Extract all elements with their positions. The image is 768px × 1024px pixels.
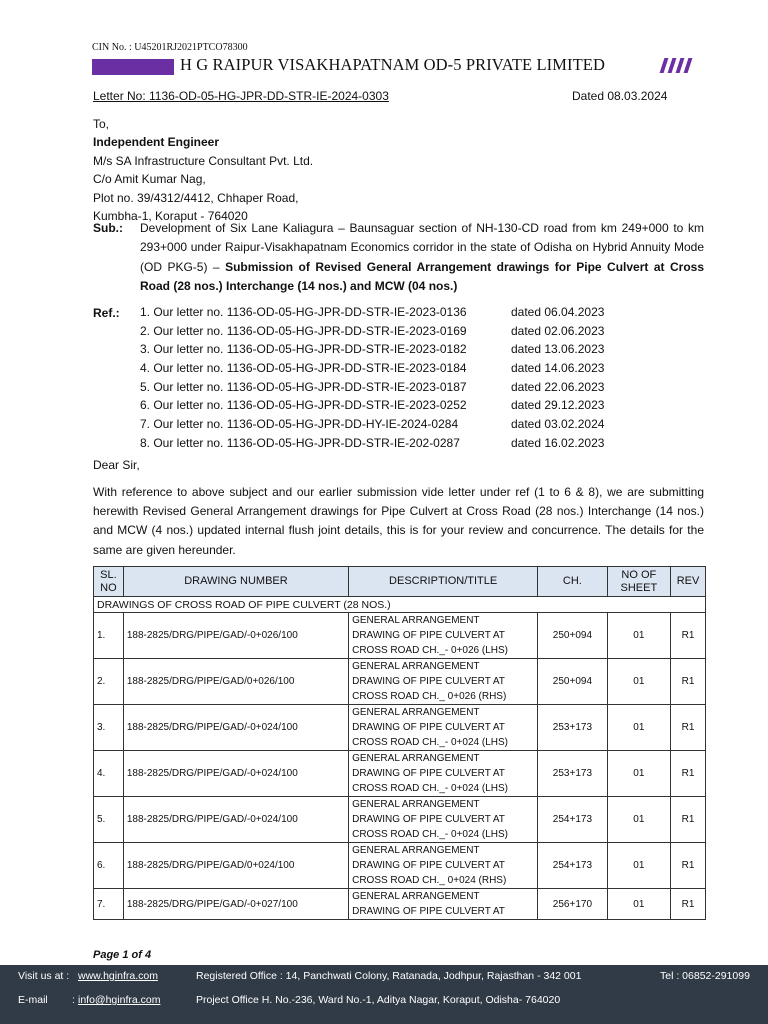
cell-drawing: 188-2825/DRG/PIPE/GAD/0+026/100 xyxy=(123,659,348,705)
address-line: Plot no. 39/4312/4412, Chhaper Road, xyxy=(93,190,299,205)
cell-drawing: 188-2825/DRG/PIPE/GAD/-0+024/100 xyxy=(123,751,348,797)
subject-label: Sub.: xyxy=(93,221,123,235)
address-block xyxy=(93,115,313,225)
cell-drawing: 188-2825/DRG/PIPE/GAD/-0+026/100 xyxy=(123,613,348,659)
cell-ch: 250+094 xyxy=(538,659,607,705)
reference-item xyxy=(140,359,605,378)
cell-ch: 256+170 xyxy=(538,889,607,920)
cell-sl: 6. xyxy=(94,843,124,889)
references-label: Ref.: xyxy=(93,306,120,320)
reference-item xyxy=(140,378,605,397)
footer-project-office: Project Office H. No.-236, Ward No.-1, Aditya Nagar, Koraput, Odisha- 764020 xyxy=(196,994,561,1006)
desc-line: CROSS ROAD CH._ 0+026 (RHS) xyxy=(352,691,507,702)
brand-slashes-logo xyxy=(662,58,694,78)
cell-description xyxy=(349,843,538,889)
subject-bold: Submission of Revised General Arrangement drawings for Pipe Culvert at Cross Road (28 nos.) Interchange (14 nos.) and MCW (04 nos.) xyxy=(140,259,704,293)
cell-description xyxy=(349,751,538,797)
desc-line: GENERAL ARRANGEMENT xyxy=(352,753,480,764)
body-paragraph: With reference to above subject and our earlier submission vide letter under ref (1 to 6 & 8), we are submitting herewith Revised General Arrangement drawings for Pipe Culvert at Cross Road (28 nos.) Interchange (14 nos.) and MCW (4 nos.) updated internal flush joint details, this is for your review and concurrence. The details for the same are given hereunder. xyxy=(93,485,704,557)
footer-website-link[interactable]: www.hginfra.com xyxy=(78,970,158,982)
cell-rev: R1 xyxy=(671,613,706,659)
brand-bar xyxy=(92,59,174,75)
cell-sl: 1. xyxy=(94,613,124,659)
reference-text: 7. Our letter no. 1136-OD-05-HG-JPR-DD-HY-IE-2024-0284 xyxy=(140,417,459,432)
address-recipient: Independent Engineer xyxy=(93,135,220,150)
reference-text: 6. Our letter no. 1136-OD-05-HG-JPR-DD-STR-IE-2023-0252 xyxy=(140,398,467,413)
reference-date: dated 06.04.2023 xyxy=(511,305,605,319)
header-drawing-number: DRAWING NUMBER xyxy=(123,567,348,597)
desc-line: GENERAL ARRANGEMENT xyxy=(352,661,480,672)
footer-bar xyxy=(0,965,768,1024)
table-row xyxy=(94,889,706,920)
letter-number: Letter No: 1136-OD-05-HG-JPR-DD-STR-IE-2024-0303 xyxy=(93,89,389,103)
company-name: H G RAIPUR VISAKHAPATNAM OD-5 PRIVATE LIMITED xyxy=(180,55,605,74)
reference-item xyxy=(140,340,605,359)
table-row xyxy=(94,659,706,705)
table-row xyxy=(94,797,706,843)
page-number: Page 1 of 4 xyxy=(93,949,152,961)
desc-line: CROSS ROAD CH._- 0+026 (LHS) xyxy=(352,645,508,656)
reference-item xyxy=(140,434,605,453)
desc-line: GENERAL ARRANGEMENT xyxy=(352,615,480,626)
desc-line: CROSS ROAD CH._ 0+024 (RHS) xyxy=(352,875,507,886)
reference-date: dated 03.02.2024 xyxy=(511,417,605,432)
cell-sheets: 01 xyxy=(607,797,670,843)
cell-description xyxy=(349,705,538,751)
cell-drawing: 188-2825/DRG/PIPE/GAD/0+024/100 xyxy=(123,843,348,889)
cell-rev: R1 xyxy=(671,751,706,797)
header-description: DESCRIPTION/TITLE xyxy=(349,567,538,597)
desc-line: GENERAL ARRANGEMENT xyxy=(352,891,480,902)
letter-date: Dated 08.03.2024 xyxy=(572,89,668,103)
header-rev: REV xyxy=(671,567,706,597)
reference-text: 2. Our letter no. 1136-OD-05-HG-JPR-DD-STR-IE-2023-0169 xyxy=(140,323,467,338)
cell-description xyxy=(349,889,538,920)
footer-telephone: Tel : 06852-291099 xyxy=(660,970,750,982)
cell-ch: 250+094 xyxy=(538,613,607,659)
references-list xyxy=(140,303,605,453)
address-to: To, xyxy=(93,117,110,131)
reference-date: dated 22.06.2023 xyxy=(511,379,605,394)
cell-sheets: 01 xyxy=(607,659,670,705)
reference-text: 1. Our letter no. 1136-OD-05-HG-JPR-DD-STR-IE-2023-0136 xyxy=(140,305,467,319)
cell-ch: 254+173 xyxy=(538,797,607,843)
cell-ch: 254+173 xyxy=(538,843,607,889)
reference-text: 5. Our letter no. 1136-OD-05-HG-JPR-DD-STR-IE-2023-0187 xyxy=(140,379,467,394)
address-line: C/o Amit Kumar Nag, xyxy=(93,172,206,187)
cell-rev: R1 xyxy=(671,705,706,751)
desc-line: GENERAL ARRANGEMENT xyxy=(352,799,480,810)
cell-rev: R1 xyxy=(671,843,706,889)
desc-line: DRAWING OF PIPE CULVERT AT xyxy=(352,630,505,641)
address-line: Kumbha-1, Koraput - 764020 xyxy=(93,209,248,224)
cell-description xyxy=(349,797,538,843)
desc-line: DRAWING OF PIPE CULVERT AT xyxy=(352,676,505,687)
desc-line: GENERAL ARRANGEMENT xyxy=(352,845,480,856)
reference-date: dated 13.06.2023 xyxy=(511,342,605,357)
reference-text: 8. Our letter no. 1136-OD-05-HG-JPR-DD-STR-IE-202-0287 xyxy=(140,435,460,450)
footer-email-colon: : xyxy=(72,994,75,1006)
cell-rev: R1 xyxy=(671,659,706,705)
cell-description xyxy=(349,659,538,705)
cell-sheets: 01 xyxy=(607,751,670,797)
header-sl-no: SL. NO xyxy=(94,567,124,597)
cell-ch: 253+173 xyxy=(538,751,607,797)
header-ch: CH. xyxy=(538,567,607,597)
desc-line: DRAWING OF PIPE CULVERT AT xyxy=(352,814,505,825)
desc-line: GENERAL ARRANGEMENT xyxy=(352,707,480,718)
cell-ch: 253+173 xyxy=(538,705,607,751)
desc-line: CROSS ROAD CH._- 0+024 (LHS) xyxy=(352,829,508,840)
reference-date: dated 14.06.2023 xyxy=(511,361,605,376)
table-row xyxy=(94,843,706,889)
section-title: DRAWINGS OF CROSS ROAD OF PIPE CULVERT (28 NOS.) xyxy=(94,597,706,613)
table-row xyxy=(94,613,706,659)
header-sheets: NO OF SHEET xyxy=(607,567,670,597)
reference-date: dated 29.12.2023 xyxy=(511,398,605,413)
cell-sl: 7. xyxy=(94,889,124,920)
reference-item xyxy=(140,322,605,341)
desc-line: DRAWING OF PIPE CULVERT AT xyxy=(352,722,505,733)
cell-drawing: 188-2825/DRG/PIPE/GAD/-0+024/100 xyxy=(123,705,348,751)
drawings-table xyxy=(93,566,706,920)
reference-text: 4. Our letter no. 1136-OD-05-HG-JPR-DD-STR-IE-2023-0184 xyxy=(140,361,467,376)
footer-email-link[interactable]: info@hginfra.com xyxy=(78,994,161,1006)
cell-sheets: 01 xyxy=(607,705,670,751)
cell-sl: 4. xyxy=(94,751,124,797)
reference-item xyxy=(140,396,605,415)
footer-email-label: E-mail xyxy=(18,994,48,1006)
cell-sl: 2. xyxy=(94,659,124,705)
cell-sl: 5. xyxy=(94,797,124,843)
reference-item xyxy=(140,303,605,322)
desc-line: DRAWING OF PIPE CULVERT AT xyxy=(352,906,505,917)
cell-sl: 3. xyxy=(94,705,124,751)
cell-sheets: 01 xyxy=(607,843,670,889)
desc-line: DRAWING OF PIPE CULVERT AT xyxy=(352,860,505,871)
salutation: Dear Sir, xyxy=(93,458,140,472)
table-header-row xyxy=(94,567,706,597)
reference-date: dated 02.06.2023 xyxy=(511,323,605,338)
footer-registered-office: Registered Office : 14, Panchwati Colony, Ratanada, Jodhpur, Rajasthan - 342 001 xyxy=(196,970,582,982)
address-line: M/s SA Infrastructure Consultant Pvt. Ltd. xyxy=(93,153,314,168)
table-row xyxy=(94,705,706,751)
subject-text xyxy=(140,219,704,296)
reference-date: dated 16.02.2023 xyxy=(511,435,605,450)
desc-line: CROSS ROAD CH._- 0+024 (LHS) xyxy=(352,737,508,748)
cell-sheets: 01 xyxy=(607,613,670,659)
cell-rev: R1 xyxy=(671,889,706,920)
table-row xyxy=(94,751,706,797)
cell-drawing: 188-2825/DRG/PIPE/GAD/-0+024/100 xyxy=(123,797,348,843)
cin-number: CIN No. : U45201RJ2021PTCO78300 xyxy=(92,42,248,53)
cell-description xyxy=(349,613,538,659)
subject-plain: Development of Six Lane Kaliagura – Baunsaguar section of NH-130-CD road from km 249+000 to km 293+000 under Raipur-Visakhapatnam Economics corridor in the state of Odisha on Hybrid Annuity Mode (OD PKG-5) – xyxy=(140,221,704,274)
footer-visit-label: Visit us at : xyxy=(18,970,70,982)
table-section-row xyxy=(94,597,706,613)
desc-line: DRAWING OF PIPE CULVERT AT xyxy=(352,768,505,779)
cell-rev: R1 xyxy=(671,797,706,843)
cell-drawing: 188-2825/DRG/PIPE/GAD/-0+027/100 xyxy=(123,889,348,920)
reference-text: 3. Our letter no. 1136-OD-05-HG-JPR-DD-STR-IE-2023-0182 xyxy=(140,342,467,357)
desc-line: CROSS ROAD CH._- 0+024 (LHS) xyxy=(352,783,508,794)
cell-sheets: 01 xyxy=(607,889,670,920)
reference-item xyxy=(140,415,605,434)
